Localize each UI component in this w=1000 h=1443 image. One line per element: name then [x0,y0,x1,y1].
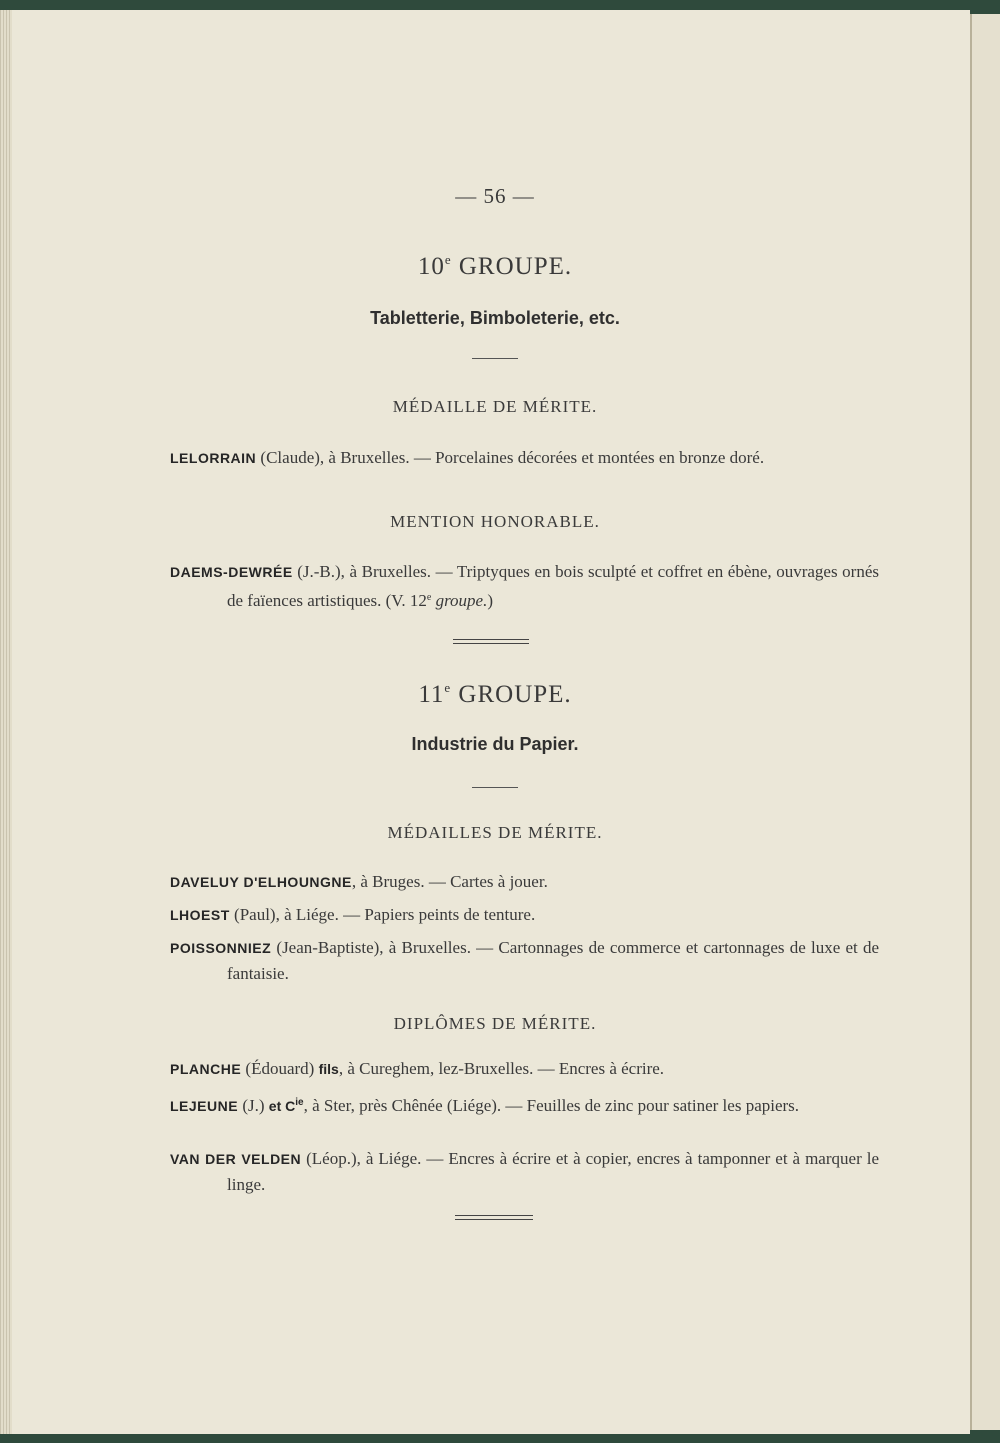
list-item [170,1090,879,1119]
double-divider-rule [455,1215,533,1220]
section-heading: MENTION HONORABLE. [390,512,600,531]
entry-text: (Claude), à Bruxelles. — Porcelaines décorées et montées en bronze doré. [256,448,765,467]
bold-suffix: et C [268,1098,296,1114]
exhibitor-name: DAVELUY D'ELHOUNGNE [170,874,352,890]
entry-text: (Jean-Baptiste), à Bruxelles. — Cartonnages de commerce et cartonnages de luxe et de fantaisie. [227,938,879,983]
entry-text: (J.) [238,1096,269,1115]
list-item [170,559,879,613]
ordinal-suffix: e [444,252,452,267]
group-11-subtitle: Industrie du Papier. [411,734,579,754]
list-item [170,1146,879,1197]
entry-text: (Paul), à Liége. — Papiers peints de tenture. [229,905,536,924]
entry-tail: , à Ster, près Chênée (Liége). — Feuilles de zinc pour satiner les papiers. [303,1096,800,1115]
section-heading: MÉDAILLES DE MÉRITE. [387,823,603,842]
exhibitor-name: PLANCHE [170,1061,242,1077]
entry-text: (Édouard) [241,1059,319,1078]
superscript: e [426,592,432,603]
entry-text: (J.-B.), à Bruxelles. — Triptyques en bois sculpté et coffret en ébène, ouvrages ornés de faïences artistiques. (V. 12 [227,562,879,610]
entry-text: , à Bruges. — Cartes à jouer. [351,872,548,891]
entry-text: (Léop.), à Liége. — Encres à écrire et à copier, encres à tamponner et à marquer le linge. [227,1149,879,1194]
group-11-title [0,680,990,709]
exhibitor-name: VAN DER VELDEN [170,1151,302,1167]
section-heading: MÉDAILLE DE MÉRITE. [392,397,598,416]
exhibitor-name: DAEMS-DEWRÉE [170,564,293,580]
list-item [170,902,879,928]
double-divider-rule [453,639,529,644]
list-item [170,1056,879,1082]
exhibitor-name: LELORRAIN [170,450,257,466]
list-item [170,935,879,986]
section-heading: DIPLÔMES DE MÉRITE. [393,1014,597,1033]
exhibitor-name: LHOEST [170,907,230,923]
divider-rule [472,787,518,788]
group-number: 10 [417,253,445,280]
group-10-subtitle: Tabletterie, Bimboleterie, etc. [370,308,620,328]
page-number: — 56 — [455,184,535,208]
exhibitor-name: POISSONNIEZ [170,940,272,956]
group-number: 11 [418,681,445,708]
exhibitor-name: LEJEUNE [170,1098,239,1114]
ordinal-suffix: e [444,680,452,695]
group-word: GROUPE. [458,681,572,708]
entry-tail: ) [487,591,494,610]
list-item [170,445,879,471]
bold-suffix: fils [318,1061,339,1077]
italic-reference: groupe. [435,591,488,610]
list-item [170,869,879,895]
group-word: GROUPE. [458,253,573,280]
entry-tail: , à Cureghem, lez-Bruxelles. — Encres à écrire. [338,1059,665,1078]
divider-rule [472,358,518,359]
group-10-title [0,252,990,281]
superscript: ie [295,1097,304,1108]
